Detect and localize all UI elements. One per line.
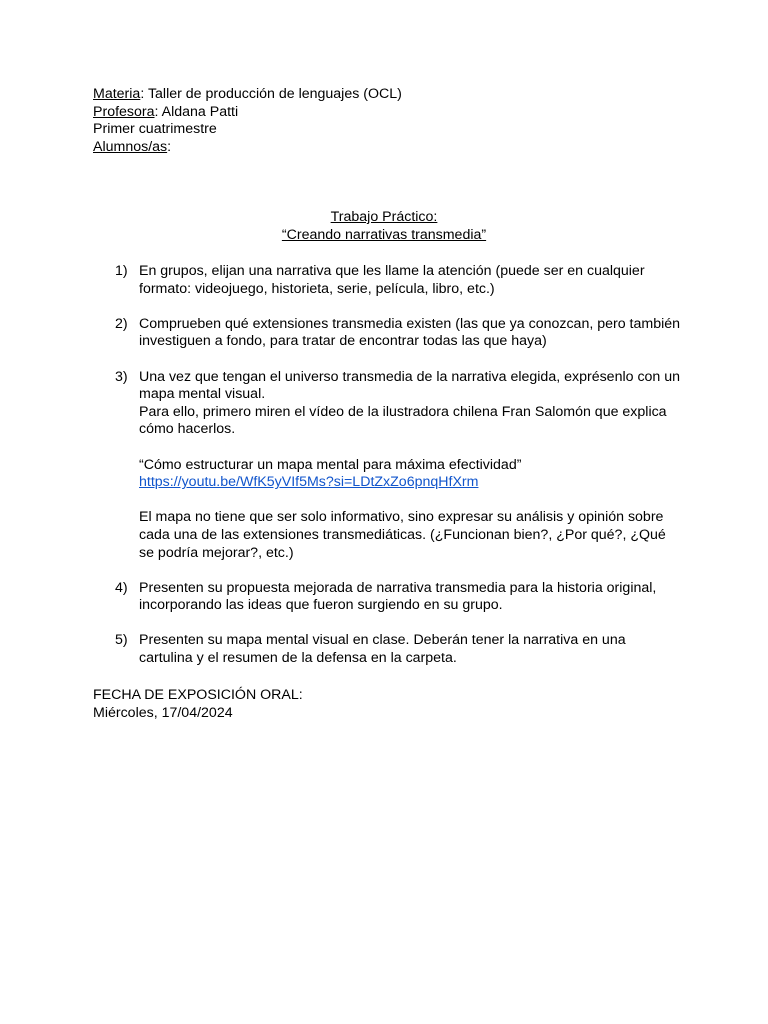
video-title: “Cómo estructurar un mapa mental para máxima efectividad” xyxy=(139,456,522,473)
profesora-label: Profesora xyxy=(93,103,155,120)
materia-line xyxy=(93,86,693,104)
document-footer xyxy=(93,687,693,722)
fecha-value: Miércoles, 17/04/2024 xyxy=(93,704,233,721)
list-item-number: 4) xyxy=(115,579,128,596)
list-item-text-2: Para ello, primero miren el vídeo de la ilustradora chilena Fran Salomón que explica cómo hacerlos. xyxy=(139,403,667,438)
list-item-text: Una vez que tengan el universo transmedia de la narrativa elegida, exprésenlo con un mapa mental visual. xyxy=(139,368,681,403)
list-item xyxy=(93,632,683,667)
list-item-text: En grupos, elijan una narrativa que les llame la atención (puede ser en cualquier formato: videojuego, historieta, serie, película, libro, etc.) xyxy=(139,263,645,297)
list-item xyxy=(93,580,683,615)
list-item xyxy=(93,369,683,563)
materia-label: Materia xyxy=(93,86,141,102)
list-item xyxy=(93,263,683,298)
instructions-list xyxy=(93,263,683,685)
profesora-value: : Aldana Patti xyxy=(154,103,239,120)
title-line-2: “Creando narrativas transmedia” xyxy=(281,226,487,243)
title-line-1: Trabajo Práctico: xyxy=(330,209,438,225)
fecha-label: FECHA DE EXPOSICIÓN ORAL: xyxy=(93,687,303,703)
list-item-text: Presenten su mapa mental visual en clase. Deberán tener la narrativa en una cartulina y el resumen de la defensa en la carpeta. xyxy=(139,632,626,667)
list-item-text-3: El mapa no tiene que ser solo informativo, sino expresar su análisis y opinión sobre cada una de las extensiones transmediáticas. (¿Funcionan bien?, ¿Por qué?, ¿Qué se podría mejorar?, etc.) xyxy=(139,509,666,561)
alumnos-value: : xyxy=(167,138,172,155)
paragraph-gap xyxy=(139,492,683,510)
list-item-number: 1) xyxy=(115,263,128,279)
alumnos-label: Alumnos/as xyxy=(93,138,168,155)
list-item-text: Presenten su propuesta mejorada de narrativa transmedia para la historia original, incorporando las ideas que fueron surgiendo en su grupo. xyxy=(139,579,657,614)
list-item xyxy=(93,316,683,351)
document-title xyxy=(0,209,768,244)
cuatrimestre-line: Primer cuatrimestre xyxy=(93,121,217,138)
profesora-line xyxy=(93,104,693,122)
list-item-number: 2) xyxy=(115,315,128,332)
video-link[interactable]: https://youtu.be/WfK5yVIf5Ms?si=LDtZxZo6pnqHfXrm xyxy=(139,474,479,491)
list-item-text: Comprueben qué extensiones transmedia existen (las que ya conozcan, pero también investiguen a fondo, para tratar de encontrar todas las que haya) xyxy=(139,315,681,350)
list-item-number: 5) xyxy=(115,632,128,649)
list-item-number: 3) xyxy=(115,368,128,385)
materia-value: : Taller de producción de lenguajes (OCL) xyxy=(140,86,402,102)
document-header xyxy=(93,86,693,156)
alumnos-line xyxy=(93,139,693,157)
paragraph-gap xyxy=(139,439,683,457)
